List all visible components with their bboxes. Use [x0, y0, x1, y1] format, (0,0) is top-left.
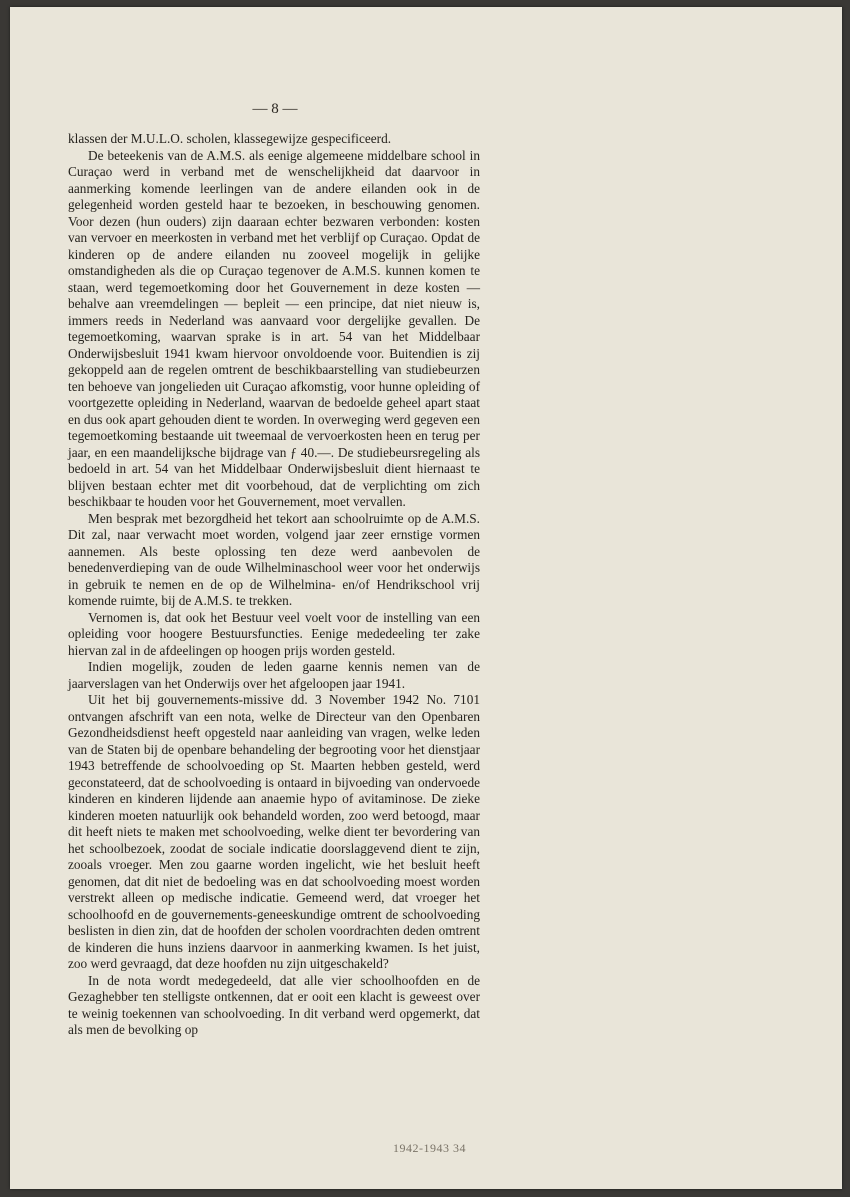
paragraph: Vernomen is, dat ook het Bestuur veel voelt voor de instelling van een opleiding voor hoogere Bestuursfuncties. Eenige mededeeling ter zake hiervan zal in de afdeelingen op hoogen prijs worden gesteld.: [68, 609, 480, 658]
paragraph: Uit het bij gouvernements-missive dd. 3 November 1942 No. 7101 ontvangen afschrift van een nota, welke de Directeur van den Openbaren Gezondheidsdienst heeft opgesteld naar aanleiding van vragen, welke leden van de Staten bij de openbare behandeling der begrooting voor het dienstjaar 1943 betreffende de schoolvoeding op St. Maarten hebben gesteld, werd geconstateerd, dat de schoolvoeding is ontaard in bijvoeding van ondervoede kinderen en kinderen lijdende aan anaemie hypo of avitaminose. De zieke kinderen moeten natuurlijk ook behandeld worden, zoo werd betoogd, maar dit heeft niets te maken met schoolvoeding, welke dient ter bevordering van het schoolbezoek, zoodat de sociale indicatie doorslaggevend dient te zijn, zooals vroeger. Men zou gaarne worden ingelicht, wie het besluit heeft genomen, dat dit niet de bedoeling was en dat schoolvoeding moest worden verstrekt alleen op medische indicatie. Gemeend werd, dat vroeger het schoolhoofd en de gouvernements-geneeskundige omtrent de schoolvoeding beslisten in dien zin, dat de hoofden der scholen voordrachten deden omtrent de kinderen die huns inziens daarvoor in aanmerking kwamen. Is het juist, zoo werd gevraagd, dat deze hoofden nu zijn uitgeschakeld?: [68, 692, 480, 971]
paragraph: Men besprak met bezorgdheid het tekort aan schoolruimte op de A.M.S. Dit zal, naar verwacht moet worden, volgend jaar zeer ernstige vormen aannemen. Als beste oplossing ten deze werd aanbevolen de benedenverdieping van de oude Wilhelminaschool weer voor het onderwijs in gebruik te nemen en de op de Wilhelmina- en/of Hendrikschool vrij komende ruimte, bij de A.M.S. te trekken.: [68, 510, 480, 608]
page-number: — 8 —: [252, 101, 298, 117]
document-page: [10, 7, 842, 1189]
paragraph: In de nota wordt medegedeeld, dat alle vier schoolhoofden en de Gezaghebber ten stelligste ontkennen, dat er ooit een klacht is geweest over te weinig toekennen van schoolvoeding. In dit verband werd opgemerkt, dat als men de bevolking op: [68, 972, 480, 1037]
paragraph: klassen der M.U.L.O. scholen, klassegewijze gespecificeerd.: [68, 131, 392, 146]
paragraph: De beteekenis van de A.M.S. als eenige algemeene middelbare school in Curaçao werd in verband met de wenschelijkheid dat daarvoor in aanmerking komende leerlingen van de andere eilanden ook in de gelegenheid worden gesteld haar te bezoeken, in beschouwing genomen. Voor dezen (hun ouders) zijn daaraan echter bezwaren verbonden: kosten van vervoer en meerkosten in verband met het verblijf op Curaçao. Opdat de kinderen op de andere eilanden nu zooveel mogelijk in gelijke omstandigheden als die op Curaçao tegenover de A.M.S. kunnen komen te staan, werd tegemoetkoming door het Gouvernement in deze kosten — behalve aan vreemdelingen — bepleit — een principe, dat niet nieuw is, immers reeds in Nederland was aanvaard voor dergelijke gevallen. De tegemoetkoming, waarvan sprake is in art. 54 van het Middelbaar Onderwijsbesluit 1941 kwam hiervoor onvoldoende voor. Buitendien is zij gekoppeld aan de regelen omtrent de beschikbaarstelling van studiebeurzen ten behoeve van jongelieden uit Curaçao afkomstig, voor hunne opleiding of voortgezette opleiding in Nederland, waarvan de bedoelde geheel apart staat en dus ook apart gehouden dient te worden. In overweging werd gegeven een tegemoetkoming bestaande uit tweemaal de vervoerkosten heen en terug per jaar, en een maandelijksche bijdrage van ƒ 40.—. De studiebeursregeling als bedoeld in art. 54 van het Middelbaar Onderwijsbesluit dient hiernaast te blijven bestaan echter met dit voorbehoud, dat de verplichting om zich beschikbaar te houden voor het Gouvernement, moet vervallen.: [68, 147, 480, 509]
body-text: [68, 131, 480, 1039]
archive-mark: 1942-1943 34: [393, 1141, 466, 1155]
paragraph: Indien mogelijk, zouden de leden gaarne kennis nemen van de jaarverslagen van het Onderwijs over het afgeloopen jaar 1941.: [68, 659, 480, 691]
